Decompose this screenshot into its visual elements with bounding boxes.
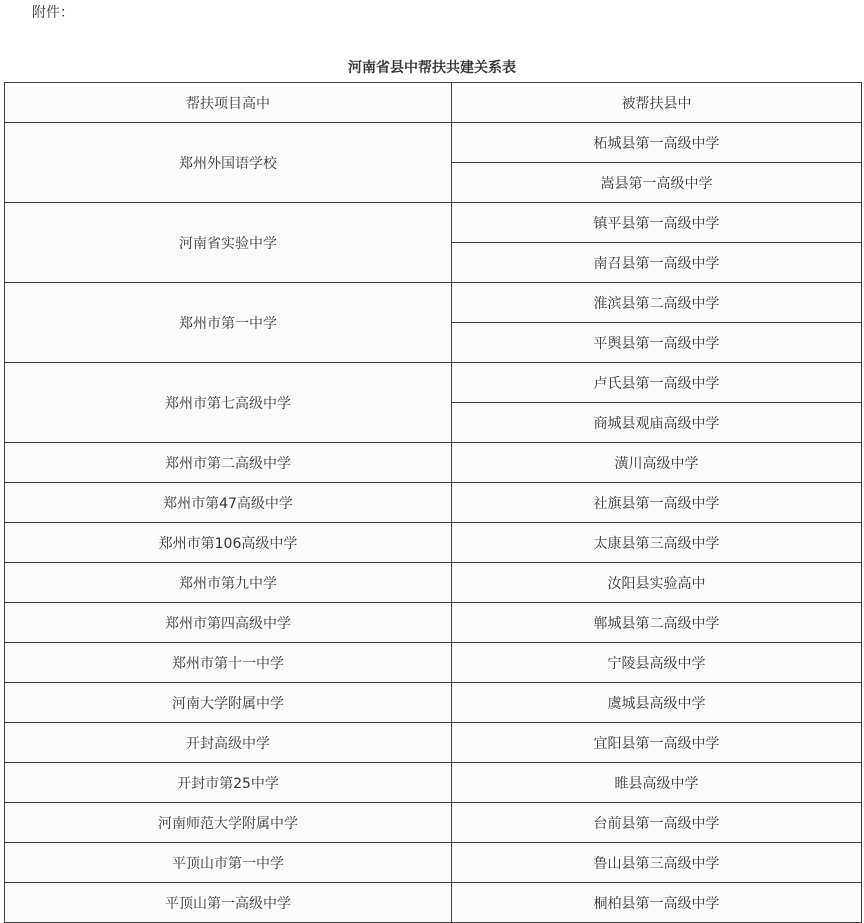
helped-school-cell: 宁陵县高级中学: [452, 643, 862, 683]
table-row: [5, 563, 862, 603]
table-row: [5, 763, 862, 803]
header-helped: 被帮扶县中: [452, 83, 862, 123]
helped-school-cell: 卢氏县第一高级中学: [452, 363, 862, 403]
table-row: [5, 523, 862, 563]
table-row: [5, 363, 862, 403]
helper-school-cell: 平顶山第一高级中学: [5, 883, 452, 923]
helped-school-cell: 平舆县第一高级中学: [452, 323, 862, 363]
helper-school-cell: 郑州市第七高级中学: [5, 363, 452, 443]
helped-school-cell: 镇平县第一高级中学: [452, 203, 862, 243]
helped-school-cell: 淮滨县第二高级中学: [452, 283, 862, 323]
table-row: [5, 483, 862, 523]
helped-school-cell: 商城县观庙高级中学: [452, 403, 862, 443]
helper-school-cell: 郑州市第十一中学: [5, 643, 452, 683]
attachment-label: 附件：: [32, 5, 74, 21]
helped-school-cell: 汝阳县实验高中: [452, 563, 862, 603]
table-title: 河南省县中帮扶共建关系表: [348, 60, 516, 76]
helped-school-cell: 宜阳县第一高级中学: [452, 723, 862, 763]
helper-school-cell: 开封高级中学: [5, 723, 452, 763]
table-row: [5, 443, 862, 483]
helper-school-cell: 郑州市第二高级中学: [5, 443, 452, 483]
header-row: [5, 83, 862, 123]
helped-school-cell: 社旗县第一高级中学: [452, 483, 862, 523]
table-row: [5, 803, 862, 843]
helper-school-cell: 郑州市第47高级中学: [5, 483, 452, 523]
helped-school-cell: 睢县高级中学: [452, 763, 862, 803]
table-row: [5, 723, 862, 763]
helper-school-cell: 河南师范大学附属中学: [5, 803, 452, 843]
header-helper: 帮扶项目高中: [5, 83, 452, 123]
table-row: [5, 883, 862, 923]
helped-school-cell: 桐柏县第一高级中学: [452, 883, 862, 923]
table-row: [5, 843, 862, 883]
helper-school-cell: 郑州市第四高级中学: [5, 603, 452, 643]
helper-school-cell: 河南大学附属中学: [5, 683, 452, 723]
helped-school-cell: 鲁山县第三高级中学: [452, 843, 862, 883]
helped-school-cell: 柘城县第一高级中学: [452, 123, 862, 163]
table-row: [5, 123, 862, 163]
relations-table: [4, 82, 862, 923]
table-row: [5, 643, 862, 683]
helped-school-cell: 嵩县第一高级中学: [452, 163, 862, 203]
helped-school-cell: 南召县第一高级中学: [452, 243, 862, 283]
table-row: [5, 203, 862, 243]
helper-school-cell: 开封市第25中学: [5, 763, 452, 803]
helped-school-cell: 郸城县第二高级中学: [452, 603, 862, 643]
helper-school-cell: 郑州市第106高级中学: [5, 523, 452, 563]
table-row: [5, 683, 862, 723]
helper-school-cell: 郑州市第九中学: [5, 563, 452, 603]
relations-table-body: [5, 83, 862, 923]
helper-school-cell: 郑州外国语学校: [5, 123, 452, 203]
helper-school-cell: 河南省实验中学: [5, 203, 452, 283]
table-row: [5, 283, 862, 323]
helped-school-cell: 台前县第一高级中学: [452, 803, 862, 843]
helper-school-cell: 平顶山市第一中学: [5, 843, 452, 883]
helped-school-cell: 太康县第三高级中学: [452, 523, 862, 563]
table-row: [5, 603, 862, 643]
helped-school-cell: 虞城县高级中学: [452, 683, 862, 723]
helped-school-cell: 潢川高级中学: [452, 443, 862, 483]
helper-school-cell: 郑州市第一中学: [5, 283, 452, 363]
